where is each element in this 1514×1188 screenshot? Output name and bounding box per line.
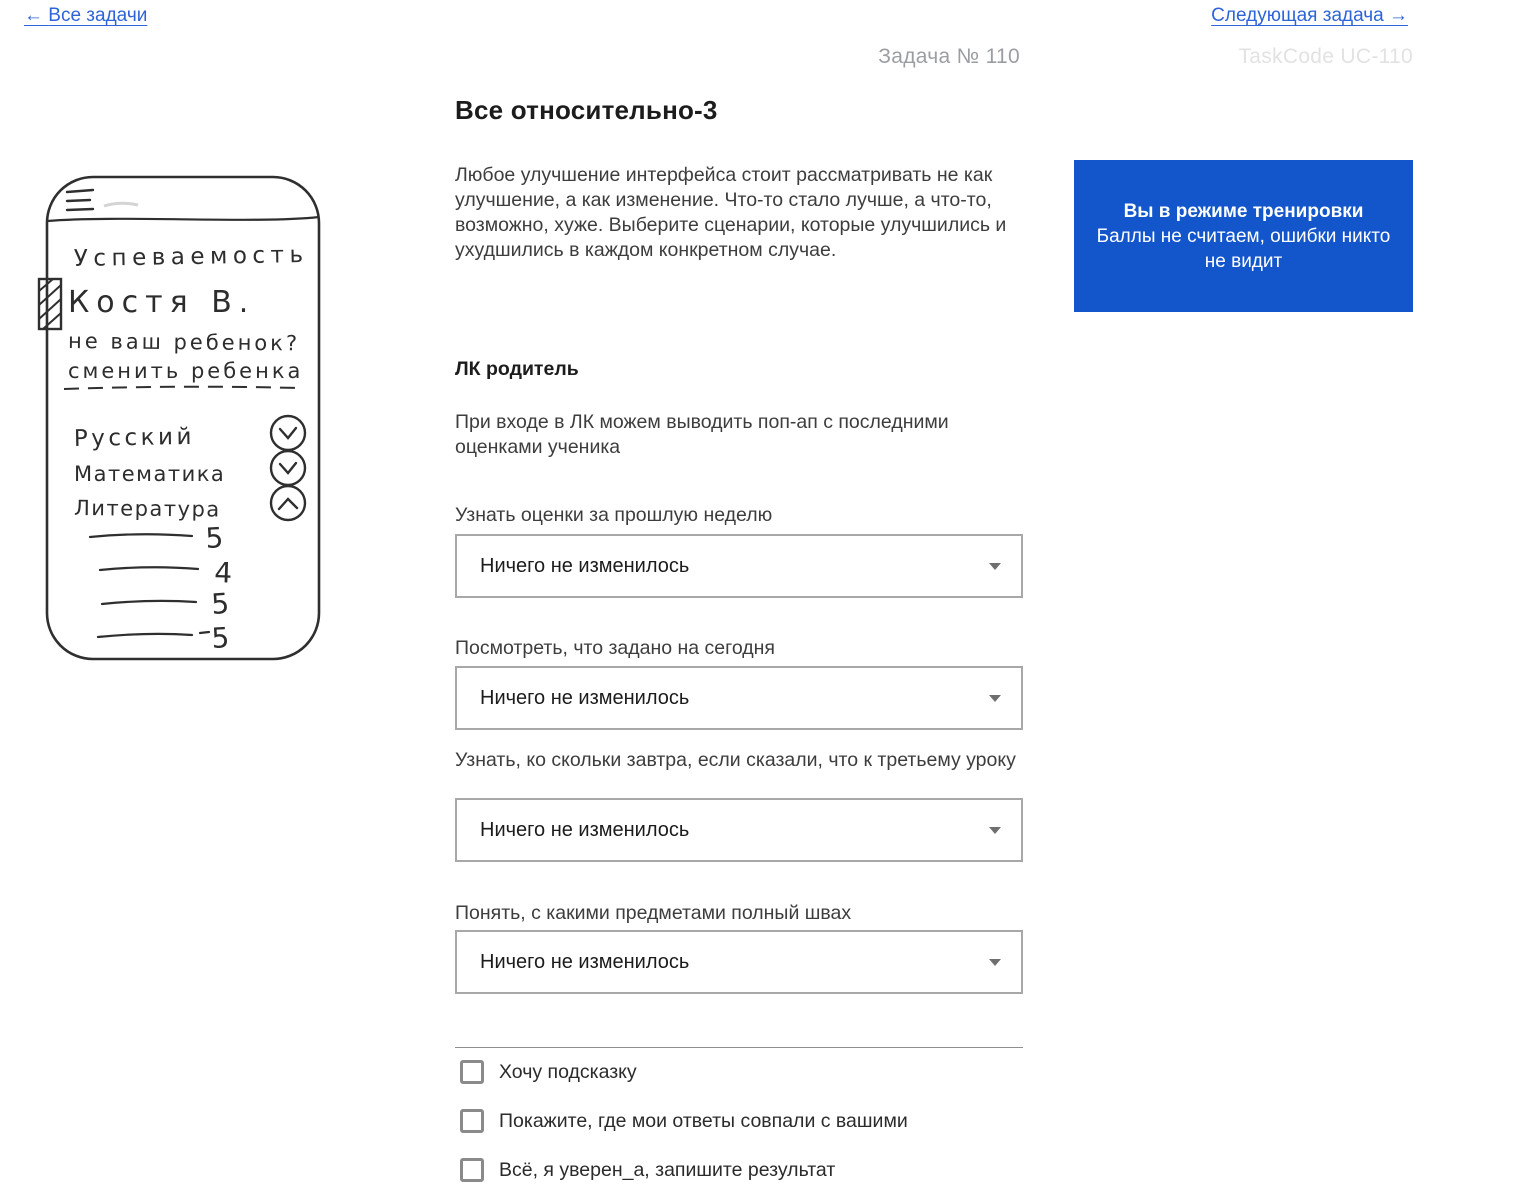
- select-value: Ничего не изменилось: [480, 554, 690, 577]
- checkbox-hint-label: Хочу подсказку: [499, 1060, 637, 1083]
- checkbox-row-submit-result[interactable]: [460, 1158, 835, 1182]
- task-description: Любое улучшение интерфейса стоит рассматривать не как улучшение, а как изменение. Что-то стало лучше, а что-то, возможно, хуже. Выберите сценарии, которые улучшились и ухудшились в каждом конкретном случае.: [455, 164, 1007, 261]
- dashed-underline: [64, 387, 298, 389]
- section-divider: [455, 1047, 1023, 1048]
- select-value: Ничего не изменилось: [480, 950, 690, 973]
- sketch-student-name: Костя В.: [68, 285, 256, 320]
- training-banner-title: Вы в режиме тренировки: [1123, 200, 1364, 222]
- hatched-marker: [39, 279, 61, 329]
- select-value: Ничего не изменилось: [480, 686, 690, 709]
- question-label-homework-today: Посмотреть, что задано на сегодня: [455, 637, 775, 659]
- chevron-down-circle-icon: [271, 416, 305, 450]
- checkbox-row-hint[interactable]: [460, 1060, 637, 1084]
- chevron-down-icon: [989, 695, 1001, 702]
- select-homework-today[interactable]: [455, 666, 1023, 730]
- chevron-down-circle-icon: [271, 451, 305, 485]
- task-sketch-image: [30, 163, 345, 675]
- question-label-problem-subjects: Понять, с какими предметами полный швах: [455, 902, 852, 924]
- arrow-left-icon: ←: [24, 5, 43, 26]
- chevron-down-icon: [989, 563, 1001, 570]
- sketch-grade-1: 5: [204, 521, 225, 555]
- hamburger-menu-icon: [67, 190, 93, 210]
- grade-lines: [90, 534, 209, 637]
- checkbox-show-matches-label: Покажите, где мои ответы совпали с вашими: [499, 1109, 908, 1132]
- sketch-subject-russian: Русский: [73, 423, 196, 452]
- question-label-what-time-tomorrow: Узнать, ко скольки завтра, если сказали, что к третьему уроку: [455, 749, 1016, 771]
- all-tasks-label: Все задачи: [48, 5, 148, 26]
- section-intro: При входе в ЛК можем выводить поп-ап с последними оценками ученика: [455, 411, 949, 458]
- checkbox-row-show-matches[interactable]: [460, 1109, 908, 1133]
- sketch-action-line: сменить ребенка: [68, 359, 304, 383]
- training-mode-banner: [1074, 160, 1413, 312]
- select-problem-subjects[interactable]: [455, 930, 1023, 994]
- arrow-right-icon: →: [1389, 5, 1408, 26]
- pencil-smudge: [104, 203, 138, 206]
- sketch-question-line: не ваш ребенок?: [67, 329, 301, 356]
- sketch-subject-literature: Литература: [73, 496, 221, 522]
- page-title: Все относительно-3: [455, 95, 718, 125]
- sketch-grade-2: 4: [213, 556, 233, 590]
- header-separator-line: [47, 217, 319, 221]
- next-task-link[interactable]: [1211, 5, 1408, 27]
- sketch-subject-math: Математика: [74, 462, 226, 486]
- sketch-grade-3: 5: [210, 586, 231, 621]
- sketch-title-text: Успеваемость: [73, 241, 309, 272]
- select-what-time-tomorrow[interactable]: [455, 798, 1023, 862]
- all-tasks-link[interactable]: [24, 5, 147, 27]
- chevron-up-circle-icon: [271, 486, 305, 520]
- checkbox-show-matches[interactable]: [460, 1109, 484, 1133]
- checkbox-hint[interactable]: [460, 1060, 484, 1084]
- task-code: TaskCode UC-110: [1238, 45, 1413, 68]
- select-value: Ничего не изменилось: [480, 818, 690, 841]
- sketch-grade-4: 5: [210, 621, 231, 655]
- training-banner-subtitle: Баллы не считаем, ошибки никто не видит: [1096, 225, 1391, 272]
- task-number: Задача № 110: [878, 45, 1020, 68]
- chevron-down-icon: [989, 959, 1001, 966]
- question-label-last-week-grades: Узнать оценки за прошлую неделю: [455, 504, 773, 526]
- next-task-label: Следующая задача: [1211, 5, 1384, 26]
- select-last-week-grades[interactable]: [455, 534, 1023, 598]
- checkbox-submit-result-label: Всё, я уверен_а, запишите результат: [499, 1158, 836, 1181]
- phone-wireframe-sketch: [30, 163, 345, 675]
- section-title: ЛК родитель: [455, 358, 579, 380]
- checkbox-submit-result[interactable]: [460, 1158, 484, 1182]
- chevron-down-icon: [989, 827, 1001, 834]
